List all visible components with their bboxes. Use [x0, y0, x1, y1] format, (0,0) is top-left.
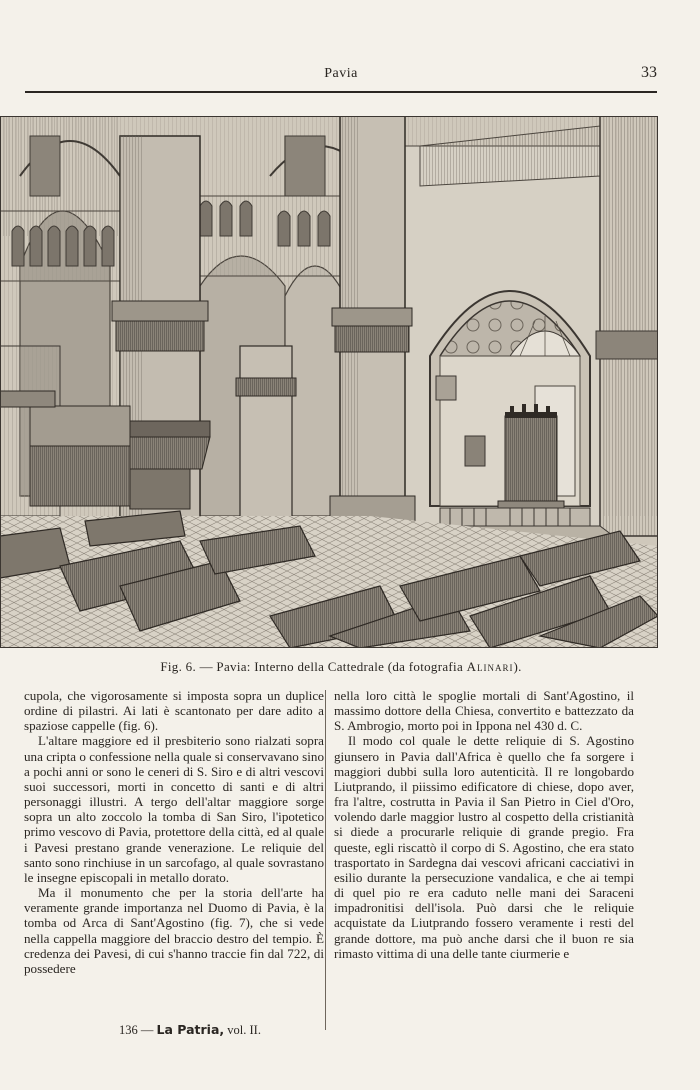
- text-column-right: [334, 688, 634, 961]
- column-divider: [325, 690, 326, 1030]
- page-number: 33: [641, 64, 657, 81]
- paragraph: L'altare maggiore ed il presbiterio sono rialzati sopra una cripta o confessione nella quale si conservavano sino a pochi anni or sono le ceneri di S. Siro e di altri vescovi suoi successori, morti in concetto di santi e di altri personaggi illustri. A tergo dell'altar maggiore sorge sopra un alto zoccolo la tomba di San Siro, l'ipotetico primo vescovo di Pavia, protettore della città, ed al quale i Pavesi prestano grande venerazione. Le reliquie del santo sono rinchiuse in un sarcofago, al quale sovrastano le insegne episcopali in metallo dorato.: [24, 733, 324, 885]
- printer-signature: [100, 1022, 280, 1038]
- caption-end: ).: [513, 659, 522, 674]
- running-head: [25, 62, 657, 92]
- text-column-left: [24, 688, 324, 976]
- caption-text: Fig. 6. — Pavia: Interno della Cattedrale (da fotografia: [160, 659, 467, 674]
- paragraph: cupola, che vigorosamente si imposta sopra un duplice ordine di pilastri. Ai lati è scantonato per dare adito a spaziose cappelle (fig. 6).: [24, 688, 324, 734]
- paragraph: Ma il monumento che per la storia dell'arte ha veramente grande importanza nel Duomo di Pavia, è la tomba od Arca di Sant'Agostino (fig. 7), che si vede nella cappella maggiore del braccio destro del tempio. È credenza dei Pavesi, di cui s'hanno traccie fin dal 722, di possedere: [24, 885, 324, 976]
- figure-caption: [25, 659, 657, 675]
- cathedral-interior-engraving: [0, 116, 658, 648]
- caption-photographer: Alinari: [466, 659, 514, 674]
- paragraph: Il modo col quale le dette reliquie di S. Agostino giunsero in Pavia dall'Africa è quello che fa sorgere i maggiori dubbi sulla loro autenticità. Il re longobardo Liutprando, il piissimo edificatore di chiese, dopo aver, fra l'altre, costrutta in Pavia il San Pietro in Ciel d'Oro, volendo darle maggior lustro al cospetto della cristianità si diede a procurarle reliquie di grande pregio. Fra queste, egli riscattò il corpo di S. Agostino, che era stato trasportato in Sardegna dai vescovi africani cacciativi in esilio durante la persecuzione vandalica, e che ai tempi di quel pio re era caduto nelle mani dei Saraceni impadronitisi dell'isola. Può darsi che le reliquie acquistate da Liutprando fossero veramente i resti del grande dottore, ma può anche darsi che il buon re sia rimasto vittima di una delle tante ciurmerie e: [334, 733, 634, 961]
- signature-volume: vol. II.: [227, 1023, 261, 1037]
- header-rule: [25, 91, 657, 93]
- paragraph: nella loro città le spoglie mortali di Sant'Agostino, il massimo dottore della Chiesa, convertito e battezzato da S. Ambrogio, morto poi in Ippona nel 430 d. C.: [334, 688, 634, 734]
- signature-number: 136 —: [119, 1023, 154, 1037]
- signature-title: La Patria,: [156, 1022, 225, 1037]
- running-title: Pavia: [324, 66, 358, 81]
